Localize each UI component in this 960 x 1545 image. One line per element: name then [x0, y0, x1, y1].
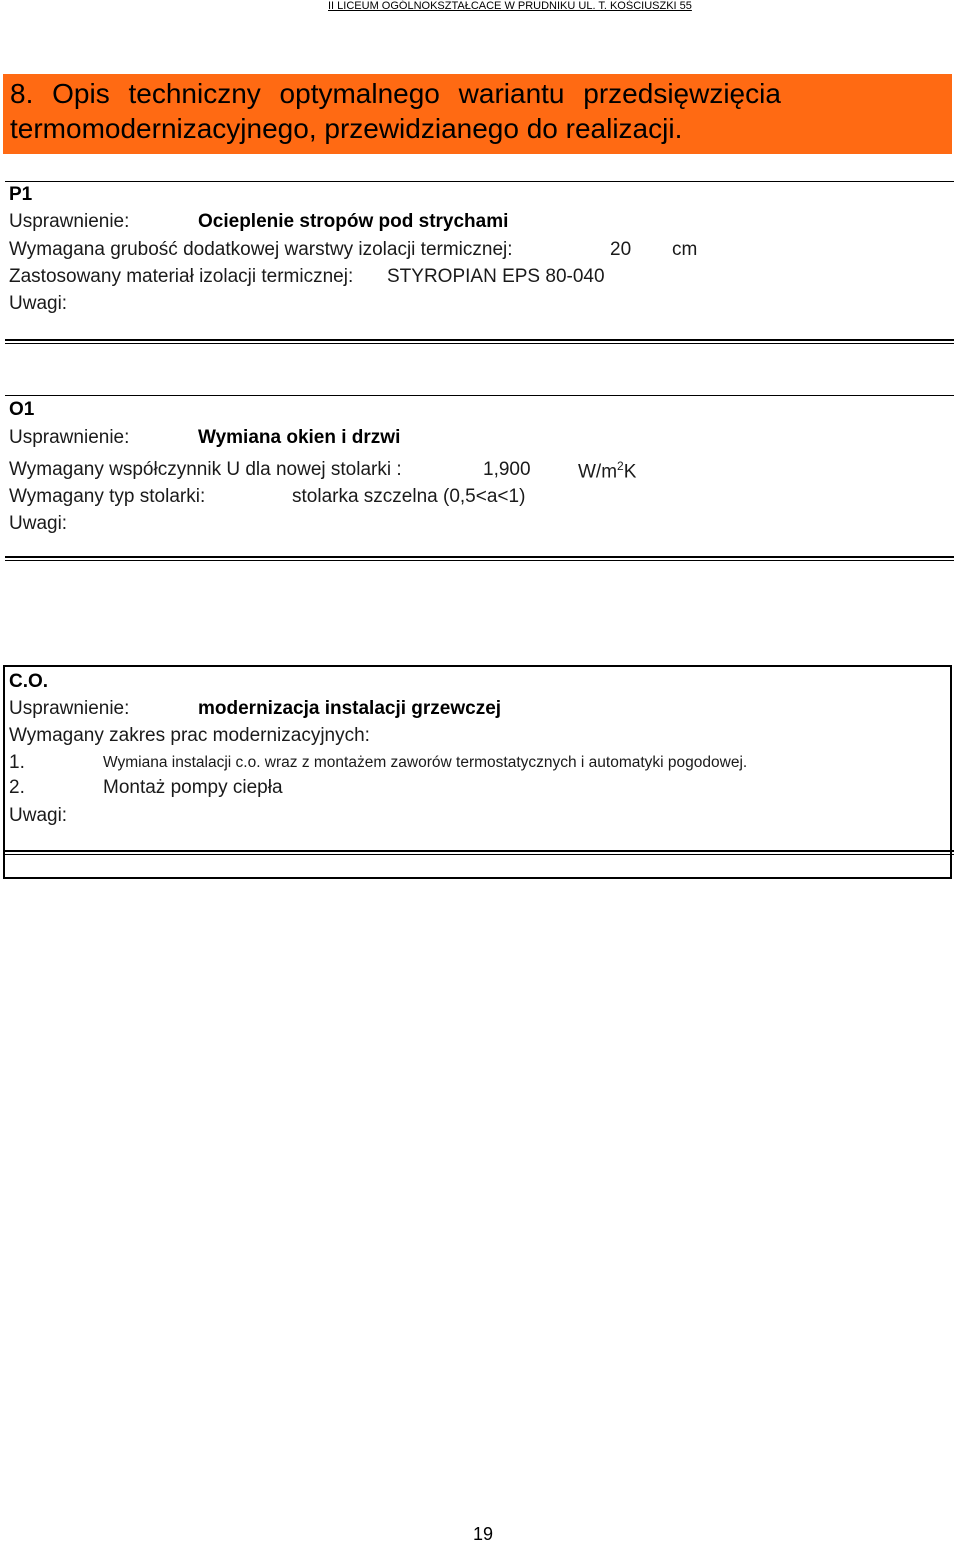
co-improvement-label: Usprawnienie: — [9, 698, 130, 719]
p1-bottom-rule-upper — [5, 339, 954, 341]
co-bottom-rule-upper — [5, 850, 954, 852]
co-item-1-number: 1. — [9, 752, 25, 773]
p1-improvement-value: Ocieplenie stropów pod strychami — [198, 211, 509, 232]
p1-code: P1 — [9, 184, 33, 205]
co-item-2-text: Montaż pompy ciepła — [103, 777, 283, 798]
p1-thickness-label: Wymagana grubość dodatkowej warstwy izolacji termicznej: — [9, 239, 513, 260]
o1-coef-value: 1,900 — [483, 459, 531, 480]
co-code: C.O. — [9, 671, 49, 692]
o1-code: O1 — [9, 399, 35, 420]
p1-thickness-unit: cm — [672, 239, 698, 260]
p1-top-rule — [5, 181, 954, 182]
o1-coef-unit-tail: K — [623, 461, 637, 483]
o1-bottom-rule-lower — [5, 560, 954, 561]
p1-thickness-value: 20 — [610, 239, 632, 260]
p1-material-value: STYROPIAN EPS 80-040 — [387, 266, 605, 287]
section-title-line-2: termomodernizacyjnego, przewidzianego do realizacji. — [10, 113, 683, 144]
co-item-2-number: 2. — [9, 777, 25, 798]
o1-notes-label: Uwagi: — [9, 513, 68, 534]
o1-top-rule — [5, 395, 954, 396]
document-header: II LICEUM OGÓLNOKSZTAŁCACE W PRUDNIKU UL. T. KOŚCIUSZKI 55 — [328, 0, 692, 12]
co-bottom-rule-lower — [5, 854, 954, 855]
section-title-line-1: 8. Opis techniczny optymalnego wariantu przedsięwzięcia — [10, 78, 781, 109]
o1-type-label: Wymagany typ stolarki: — [9, 486, 206, 507]
o1-improvement-label: Usprawnienie: — [9, 427, 130, 448]
o1-coef-unit-main: W/m — [578, 461, 618, 483]
o1-bottom-rule-upper — [5, 556, 954, 558]
co-notes-label: Uwagi: — [9, 805, 68, 826]
o1-improvement-value: Wymiana okien i drzwi — [198, 427, 401, 448]
p1-bottom-rule-lower — [5, 343, 954, 344]
co-scope-label: Wymagany zakres prac modernizacyjnych: — [9, 725, 370, 746]
p1-material-label: Zastosowany materiał izolacji termicznej: — [9, 266, 354, 287]
o1-coef-label: Wymagany współczynnik U dla nowej stolarki : — [9, 459, 402, 480]
section-title-banner — [3, 74, 952, 154]
co-improvement-value: modernizacja instalacji grzewczej — [198, 698, 502, 719]
o1-coef-unit-sup: 2 — [617, 459, 624, 473]
page-number: 19 — [473, 1524, 494, 1544]
o1-coef-unit — [578, 459, 636, 483]
p1-notes-label: Uwagi: — [9, 293, 68, 314]
o1-type-value: stolarka szczelna (0,5<a<1) — [292, 486, 526, 507]
co-item-1-text: Wymiana instalacji c.o. wraz z montażem zaworów termostatycznych i automatyki pogodowej. — [103, 754, 748, 771]
p1-improvement-label: Usprawnienie: — [9, 211, 130, 232]
